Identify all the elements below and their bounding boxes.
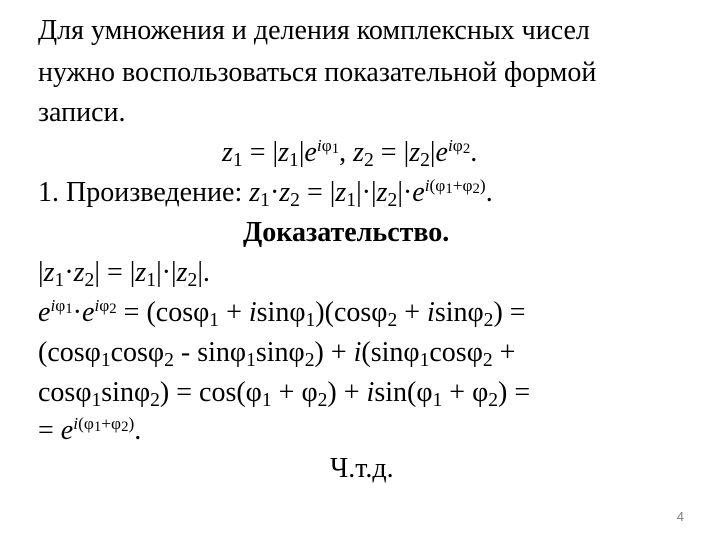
proof-line-5: = $e^{i(\varphi_1+\varphi_2)}$. [38,413,142,446]
proof-line-4: $\cos\varphi_1\sin\varphi_2) = \cos(\varphi_1 + \varphi_2) + isin(\varphi_1 + \varphi_2)$ = [38,377,531,411]
qed-mark: Ч.т.д. [330,453,394,484]
proof-line-2: $e^{i\varphi_1}\cdot e^{i\varphi_2} = (\cos\varphi_1 + isin\varphi_1)(\cos\varphi_2 + isin\varphi_2)$ = [38,295,526,331]
proof-line-3: (cosφ$_1$cosφ$_2$ - sinφ$_1$sinφ$_2$) + i(sinφ$_1$cosφ$_2$ + [38,337,516,371]
intro-line-2: нужно воспользоваться показательной формой [38,57,597,88]
product-statement: 1. Произведение: $z_1\cdot z_2 = |z_1|\cdot|z_2|\cdot e^{i(\varphi_1+\varphi_2)}$. [38,175,493,211]
intro-line-3: записи. [38,97,126,128]
intro-line-1: Для умножения и деления комплексных чисел [38,15,590,46]
product-label: 1. Произведение: [38,177,250,208]
proof-line-1: $|z_1\cdot z_2| = |z_1|\cdot|z_2|$. [38,257,210,291]
proof-heading: Доказательство. [243,217,450,248]
page-number: 4 [676,509,684,524]
definition-formula: $z_1 = |z_1|e^{i\varphi_1}$, $z_2 = |z_2|e^{i\varphi_2}$. [222,135,478,171]
